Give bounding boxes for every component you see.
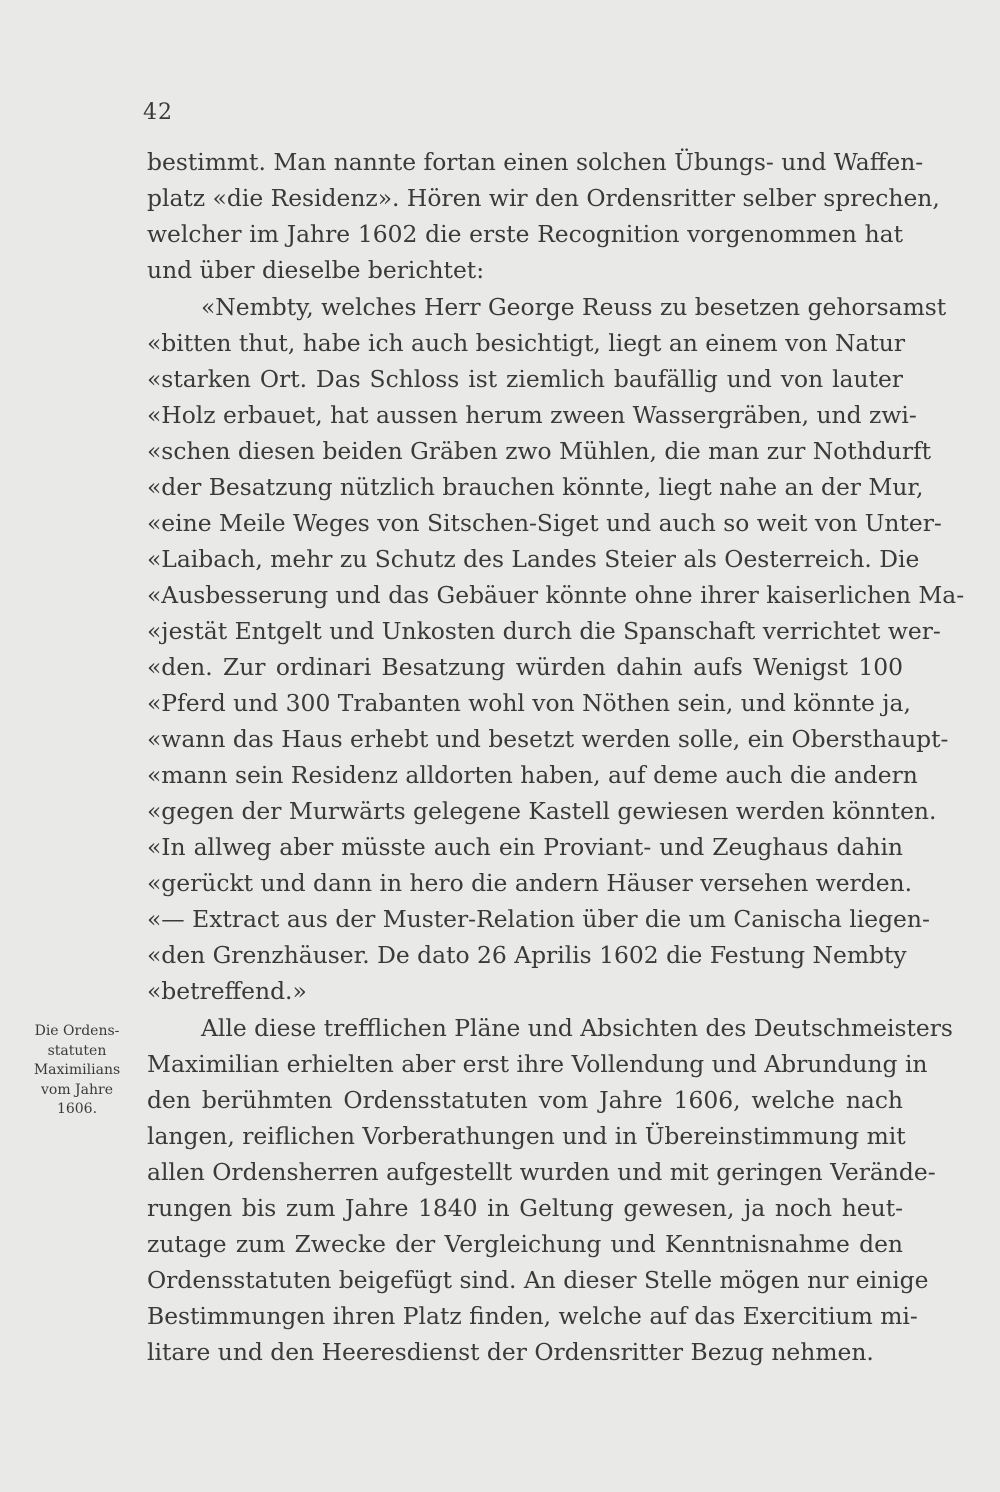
- text-line: litare und den Heeresdienst der Ordensritter Bezug nehmen.: [147, 1338, 874, 1366]
- quote-line: «bitten thut, habe ich auch besichtigt, liegt an einem von Natur: [147, 329, 906, 357]
- margin-note: [22, 1022, 132, 1120]
- text-line: Bestimmungen ihren Platz finden, welche auf das Exercitium mi-: [147, 1302, 918, 1330]
- margin-note-line: vom Jahre: [40, 1081, 114, 1098]
- quote-line: «eine Meile Weges von Sitschen-Siget und auch so weit von Unter-: [147, 509, 942, 537]
- quote-line: «gegen der Murwärts gelegene Kastell gewiesen werden könnten.: [147, 797, 937, 825]
- text-line: Alle diese trefflichen Pläne und Absichten des Deutschmeisters: [201, 1014, 953, 1042]
- quote-line: «Nembty, welches Herr George Reuss zu besetzen gehorsamst: [201, 293, 947, 321]
- margin-note-line: Maximilians: [33, 1062, 121, 1078]
- quote-line: «betreffend.»: [147, 977, 307, 1005]
- quote-line: «der Besatzung nützlich brauchen könnte, liegt nahe an der Mur,: [147, 473, 924, 501]
- text-line: rungen bis zum Jahre 1840 in Geltung gewesen, ja noch heut-: [147, 1194, 903, 1222]
- page-number: 42: [143, 100, 173, 125]
- margin-note-line: 1606.: [56, 1101, 98, 1117]
- quote-line: «schen diesen beiden Gräben zwo Mühlen, die man zur Nothdurft: [147, 437, 932, 465]
- margin-note-line: statuten: [47, 1042, 107, 1059]
- text-line: Maximilian erhielten aber erst ihre Vollendung und Abrundung in: [147, 1050, 928, 1078]
- margin-note-line: Die Ordens-: [34, 1023, 120, 1039]
- quote-line: «den. Zur ordinari Besatzung würden dahin aufs Wenigst 100: [147, 653, 903, 681]
- quote-line: «wann das Haus erhebt und besetzt werden solle, ein Obersthaupt-: [147, 725, 949, 753]
- text-line: und über dieselbe berichtet:: [147, 256, 485, 284]
- quote-line: «mann sein Residenz alldorten haben, auf deme auch die andern: [147, 761, 918, 789]
- quote-line: «jestät Entgelt und Unkosten durch die Spanschaft verrichtet wer-: [147, 617, 941, 645]
- quote-line: «In allweg aber müsste auch ein Proviant- und Zeughaus dahin: [147, 833, 903, 861]
- quote-line: «Holz erbauet, hat aussen herum zween Wassergräben, und zwi-: [147, 401, 917, 429]
- quote-line: «Laibach, mehr zu Schutz des Landes Steier als Oesterreich. Die: [147, 545, 920, 573]
- quote-line: «gerückt und dann in hero die andern Häuser versehen werden.: [147, 869, 913, 897]
- quote-line: «starken Ort. Das Schloss ist ziemlich baufällig und von lauter: [147, 365, 903, 393]
- text-line: langen, reiflichen Vorberathungen und in Übereinstimmung mit: [147, 1122, 906, 1150]
- text-line: platz «die Residenz». Hören wir den Ordensritter selber sprechen,: [147, 184, 940, 212]
- text-line: den berühmten Ordensstatuten vom Jahre 1606, welche nach: [147, 1086, 903, 1114]
- quote-line: «Ausbesserung und das Gebäuer könnte ohne ihrer kaiserlichen Ma-: [147, 581, 965, 609]
- text-line: zutage zum Zwecke der Vergleichung und Kenntnisnahme den: [147, 1230, 903, 1258]
- text-line: allen Ordensherren aufgestellt wurden und mit geringen Verände-: [147, 1158, 936, 1186]
- quote-line: «Pferd und 300 Trabanten wohl von Nöthen sein, und könnte ja,: [147, 689, 911, 717]
- text-line: welcher im Jahre 1602 die erste Recognition vorgenommen hat: [147, 220, 903, 248]
- quote-line: «den Grenzhäuser. De dato 26 Aprilis 1602 die Festung Nembty: [147, 941, 907, 969]
- text-line: Ordensstatuten beigefügt sind. An dieser Stelle mögen nur einige: [147, 1266, 929, 1294]
- text-line: bestimmt. Man nannte fortan einen solchen Übungs- und Waffen-: [147, 148, 924, 176]
- quote-line: «— Extract aus der Muster-Relation über die um Canischa liegen-: [147, 905, 930, 933]
